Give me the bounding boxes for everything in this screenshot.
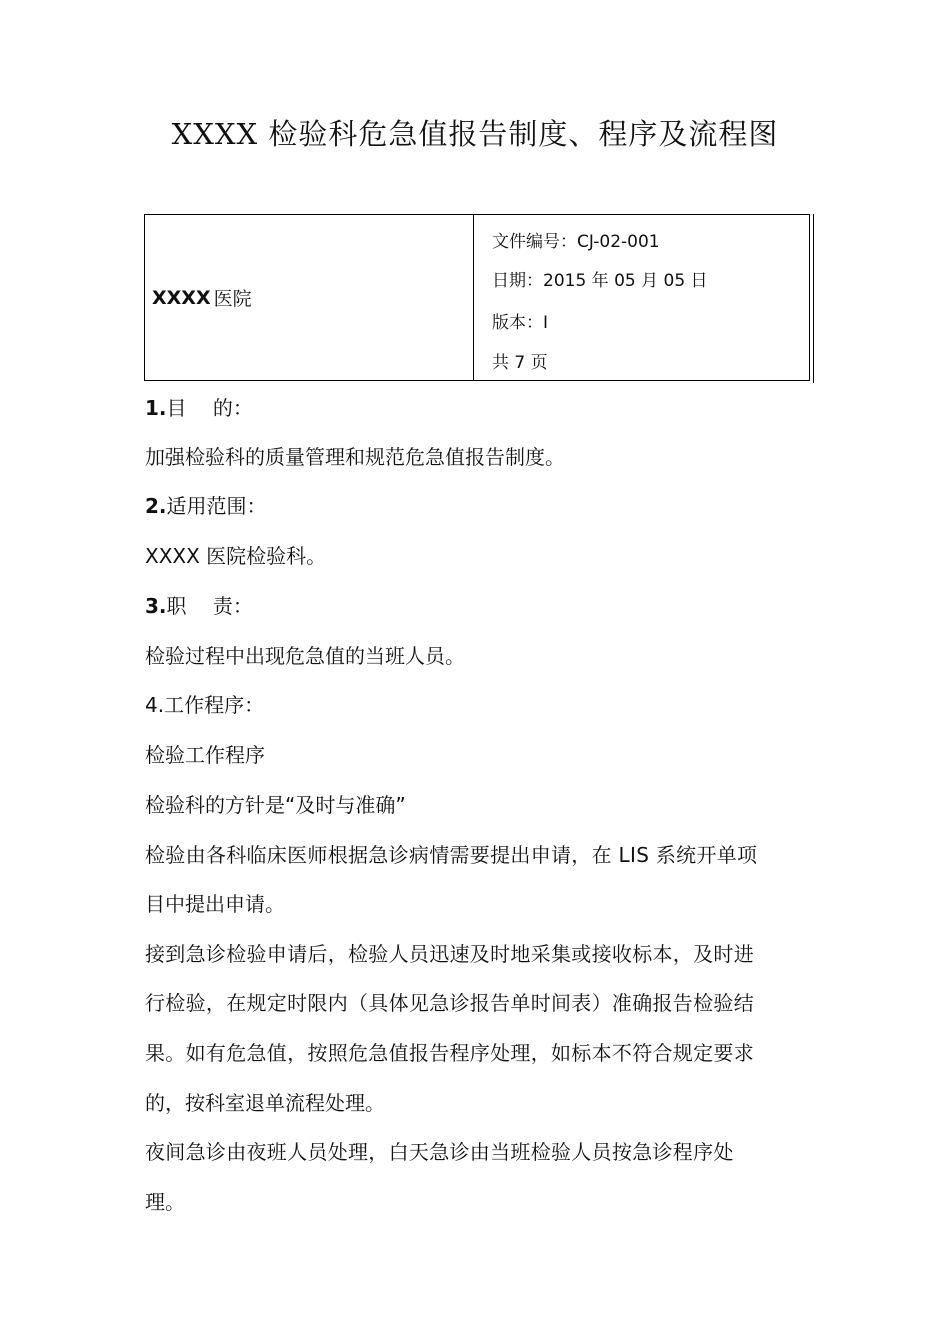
section-4-para-5-line-2: 理。: [145, 1190, 185, 1214]
section-3-heading: 3.职 责：: [145, 594, 253, 618]
section-4-para-4-line-3: 果。如有危急值，按照危急值报告程序处理，如标本不符合规定要求: [145, 1041, 754, 1065]
document-version: 版本：I: [492, 313, 549, 333]
section-4-para-3-line-1: 检验由各科临床医师根据急诊病情需要提出申请，在 LIS 系统开单项: [145, 843, 758, 867]
table-double-border: [813, 214, 814, 383]
hospital-name-prefix: XXXX: [152, 286, 211, 309]
section-3-body: 检验过程中出现危急值的当班人员。: [145, 644, 465, 668]
document-title: XXXX 检验科危急值报告制度、程序及流程图: [171, 117, 779, 151]
document-number: 文件编号：CJ-02-001: [492, 232, 660, 252]
section-4-para-4-line-1: 接到急诊检验申请后，检验人员迅速及时地采集或接收标本，及时进: [145, 942, 754, 966]
document-meta-cell: [474, 215, 809, 380]
document-date: 日期：2015 年 05 月 05 日: [492, 271, 708, 291]
hospital-name-cell: [145, 215, 474, 380]
section-1-body: 加强检验科的质量管理和规范危急值报告制度。: [145, 445, 565, 469]
document-page-count: 共 7 页: [492, 353, 548, 373]
section-2-heading: 2.适用范围：: [145, 494, 267, 518]
section-4-para-4-line-2: 行检验，在规定时限内（具体见急诊报告单时间表）准确报告检验结: [145, 991, 754, 1015]
section-4-line-1: 检验工作程序: [145, 743, 265, 767]
section-2-body: XXXX 医院检验科。: [145, 544, 327, 568]
section-4-heading: 4.工作程序：: [145, 693, 265, 717]
section-4-line-2: 检验科的方针是“及时与准确”: [145, 793, 406, 817]
hospital-name-suffix: 医院: [213, 288, 252, 310]
section-4-para-5-line-1: 夜间急诊由夜班人员处理，白天急诊由当班检验人员按急诊程序处: [145, 1140, 734, 1164]
document-info-table: [144, 214, 810, 381]
section-1-heading: 1.目 的：: [145, 396, 253, 420]
section-4-para-4-line-4: 的，按科室退单流程处理。: [145, 1091, 385, 1115]
section-4-para-3-line-2: 目中提出申请。: [145, 892, 285, 916]
